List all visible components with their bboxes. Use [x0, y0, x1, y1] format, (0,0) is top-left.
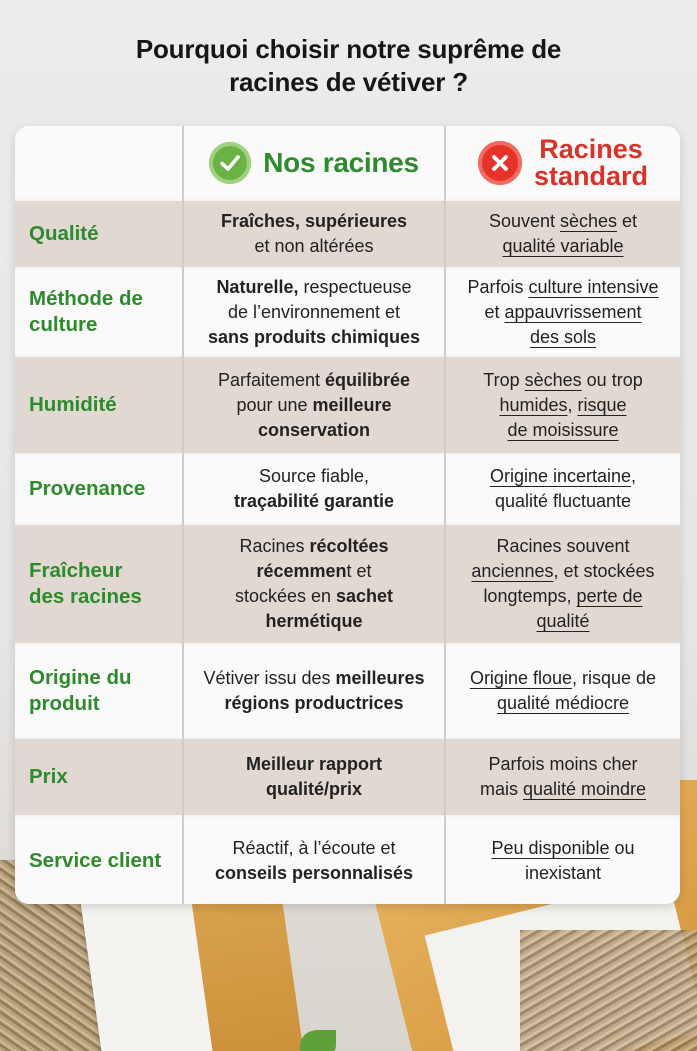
table-row — [15, 816, 680, 904]
bold-text: meilleure — [312, 394, 392, 415]
row-label — [15, 816, 183, 904]
leaf-icon — [300, 1030, 336, 1051]
comparison-card — [15, 126, 680, 904]
text: et — [484, 301, 505, 322]
underlined-text: qualité médiocre — [496, 693, 630, 713]
text: Racines souvent — [496, 536, 630, 556]
title-line-1: Pourquoi choisir notre suprême de — [135, 34, 562, 64]
underlined-text: de moisissure — [507, 419, 619, 440]
underlined-text: sèches — [524, 369, 582, 390]
standard-cell — [445, 268, 680, 356]
bold-text: Meilleur rapport — [245, 754, 383, 774]
underlined-text: qualité variable — [502, 236, 624, 256]
cross-circle-icon — [478, 141, 522, 185]
ours-cell — [183, 816, 445, 904]
bold-text: Fraîches, supérieures — [220, 211, 408, 231]
text: Souvent — [488, 211, 560, 231]
row-label — [15, 524, 183, 644]
check-circle-icon — [209, 142, 251, 184]
text: ou — [609, 837, 635, 858]
table-row — [15, 644, 680, 738]
text: Source fiable, — [258, 466, 370, 486]
row-label-line: Origine du — [29, 666, 132, 689]
row-label-line: des racines — [29, 585, 142, 608]
text: Racines — [239, 536, 310, 556]
bold-text: récemmen — [256, 561, 347, 581]
text: Parfois moins cher — [488, 754, 638, 774]
text: ou trop — [581, 369, 643, 390]
underlined-text: qualité moindre — [522, 779, 647, 799]
text: qualité fluctuante — [494, 491, 632, 511]
row-label-line: Fraîcheur — [29, 559, 123, 582]
row-label-line: Service client — [29, 848, 162, 872]
underlined-text: Origine incertaine — [489, 466, 632, 486]
underlined-text: culture intensive — [528, 276, 659, 297]
text: stockées en — [234, 586, 336, 606]
row-label-line: Qualité — [29, 222, 99, 245]
row-label — [15, 268, 183, 356]
text: pour une — [236, 394, 313, 415]
underlined-text: des sols — [529, 326, 597, 347]
standard-cell — [445, 644, 680, 738]
ours-cell — [183, 454, 445, 524]
ours-cell — [183, 200, 445, 268]
row-label-line: Prix — [29, 765, 68, 788]
underlined-text: Origine floue — [469, 668, 572, 688]
ours-cell — [183, 644, 445, 738]
table-row — [15, 454, 680, 524]
table-row — [15, 524, 680, 644]
underlined-text: qualité — [536, 611, 590, 631]
comparison-table — [15, 126, 680, 904]
text: Réactif, à l’écoute et — [232, 837, 396, 858]
row-label-line: culture — [29, 313, 98, 336]
text: longtemps, — [483, 586, 577, 606]
text: Parfois — [467, 276, 529, 297]
header-standard-cell — [445, 126, 680, 200]
underlined-text: anciennes — [471, 561, 554, 581]
bold-text: conservation — [257, 419, 371, 440]
row-label-line: Humidité — [29, 393, 117, 416]
row-label — [15, 356, 183, 454]
text: , et stockées — [553, 561, 655, 581]
standard-cell — [445, 200, 680, 268]
text: et non altérées — [254, 236, 374, 256]
text: de l’environnement et — [227, 301, 401, 322]
underlined-text: risque — [577, 394, 627, 415]
underlined-text: perte de — [576, 586, 643, 606]
header-ours-label: Nos racines — [263, 146, 419, 178]
standard-cell — [445, 454, 680, 524]
bold-text: hermétique — [265, 611, 363, 631]
bold-text: régions productrices — [224, 693, 404, 713]
table-row — [15, 356, 680, 454]
text: Vétiver issu des — [203, 668, 336, 688]
text: t et — [346, 561, 372, 581]
bold-text: équilibrée — [325, 369, 411, 390]
table-row — [15, 268, 680, 356]
title-line-2: racines de vétiver ? — [229, 67, 468, 97]
header-empty-cell — [15, 126, 183, 200]
text: , risque de — [572, 668, 657, 688]
table-row — [15, 200, 680, 268]
text: Trop — [483, 369, 525, 390]
bold-text: conseils personnalisés — [214, 862, 414, 883]
page-title — [0, 33, 697, 99]
table-row — [15, 738, 680, 816]
ours-cell — [183, 738, 445, 816]
row-label — [15, 200, 183, 268]
text: inexistant — [524, 862, 602, 883]
ours-cell — [183, 524, 445, 644]
standard-cell — [445, 738, 680, 816]
standard-cell — [445, 524, 680, 644]
underlined-text: appauvrissement — [504, 301, 642, 322]
text: , — [631, 466, 637, 486]
bold-text: traçabilité garantie — [233, 491, 395, 511]
text: et — [617, 211, 638, 231]
ours-cell — [183, 268, 445, 356]
ours-cell — [183, 356, 445, 454]
product-bag-left — [80, 881, 259, 1051]
bold-text: qualité/prix — [265, 779, 363, 799]
row-label — [15, 738, 183, 816]
table-header-row — [15, 126, 680, 200]
row-label-line: produit — [29, 692, 100, 715]
underlined-text: sèches — [560, 211, 618, 231]
standard-cell — [445, 816, 680, 904]
roots-pile-right — [520, 930, 697, 1051]
text: Parfaitement — [217, 369, 326, 390]
bold-text: meilleures — [335, 668, 425, 688]
bold-text: récoltées — [309, 536, 389, 556]
text: , — [567, 394, 578, 415]
underlined-text: humides — [499, 394, 568, 415]
row-label-line: Méthode de — [29, 287, 143, 310]
bold-text: sachet — [336, 586, 394, 606]
header-standard-label: Racines standard — [533, 133, 649, 191]
row-label — [15, 644, 183, 738]
row-label-line: Provenance — [29, 477, 146, 500]
bold-text: Naturelle, — [216, 276, 299, 297]
standard-cell — [445, 356, 680, 454]
underlined-text: Peu disponible — [491, 837, 610, 858]
row-label — [15, 454, 183, 524]
header-ours-cell — [183, 126, 445, 200]
text: mais — [479, 779, 523, 799]
bold-text: sans produits chimiques — [207, 326, 421, 347]
text: respectueuse — [298, 276, 412, 297]
